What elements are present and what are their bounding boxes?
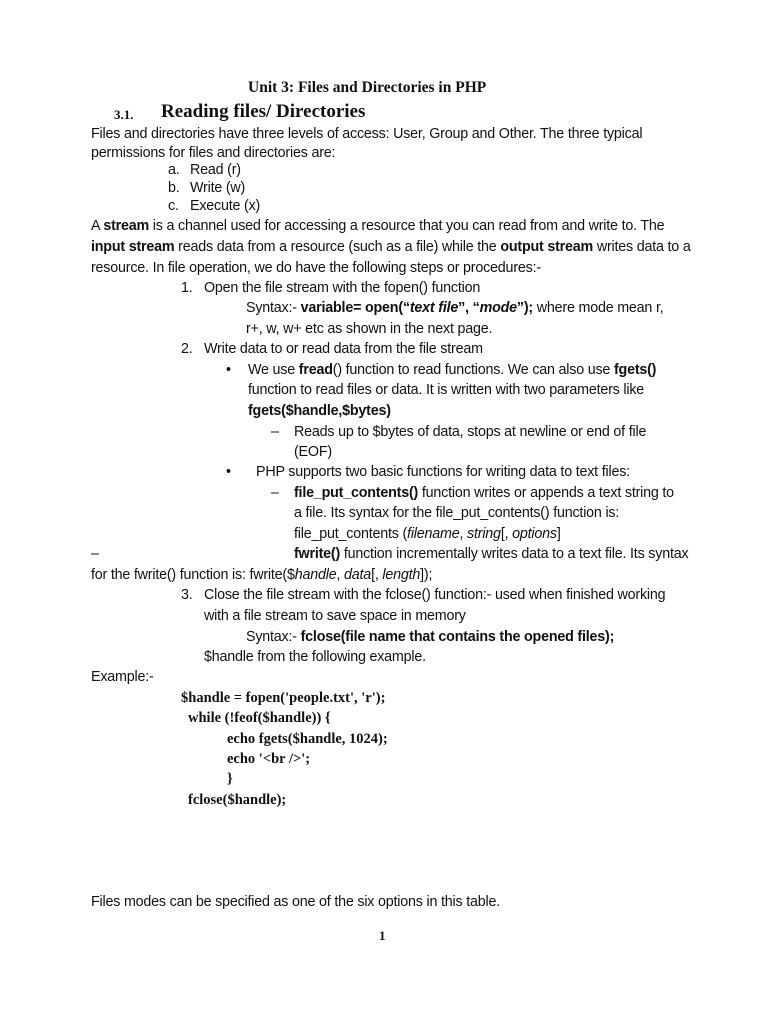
dash-reads-line-1: Reads up to $bytes of data, stops at newline or end of file: [294, 424, 647, 440]
permission-item: Read (r): [190, 162, 241, 178]
code-line: }: [227, 771, 233, 787]
dash-file-put-contents-line-1: file_put_contents() function writes or appends a text string to: [294, 485, 674, 501]
permission-item: Execute (x): [190, 198, 261, 214]
code-line: echo fgets($handle, 1024);: [227, 731, 388, 747]
dash-glyph: –: [91, 546, 99, 562]
bullet-write-functions: PHP supports two basic functions for writing data to text files:: [256, 464, 630, 480]
page-title: Unit 3: Files and Directories in PHP: [248, 79, 487, 96]
intro-line-1: Files and directories have three levels of access: User, Group and Other. The three typical: [91, 126, 643, 142]
page-number: 1: [379, 928, 386, 943]
step-3-line-2: with a file stream to save space in memory: [204, 608, 466, 624]
permission-marker: b.: [168, 180, 180, 196]
bullet-fread-line-1: We use fread() function to read functions. We can also use fgets(): [248, 362, 657, 378]
section-number: 3.1.: [114, 107, 134, 122]
bullet-glyph: •: [226, 464, 231, 480]
bullet-fread-line-3: fgets($handle,$bytes): [248, 403, 391, 419]
step-1-syntax: Syntax:- variable= open(“text file”, “mode”); where mode mean r,: [246, 300, 664, 316]
permission-marker: a.: [168, 162, 180, 178]
step-marker: 1.: [181, 280, 193, 296]
dash-fwrite-line-1: fwrite() function incrementally writes data to a text file. Its syntax: [294, 546, 689, 562]
intro-line-2: permissions for files and directories are:: [91, 145, 336, 161]
dash-file-put-contents-line-3: file_put_contents (filename, string[, options]: [294, 526, 561, 542]
step-marker: 2.: [181, 341, 193, 357]
example-label: Example:-: [91, 669, 154, 685]
step-2-text: Write data to or read data from the file stream: [204, 341, 483, 357]
code-line: fclose($handle);: [188, 792, 287, 808]
permission-item: Write (w): [190, 180, 246, 196]
dash-reads-line-2: (EOF): [294, 444, 332, 460]
dash-fwrite-line-2: for the fwrite() function is: fwrite($handle, data[, length]);: [91, 567, 433, 583]
table-intro-text: Files modes can be specified as one of the six options in this table.: [91, 894, 500, 910]
code-line: echo '<br />';: [227, 751, 311, 767]
step-3-line-1: Close the file stream with the fclose() function:- used when finished working: [204, 587, 666, 603]
step-3-line-4: $handle from the following example.: [204, 649, 426, 665]
code-line: $handle = fopen('people.txt', 'r');: [181, 690, 386, 706]
dash-glyph: –: [271, 424, 279, 440]
section-heading: Reading files/ Directories: [161, 101, 366, 122]
dash-glyph: –: [271, 485, 279, 501]
stream-paragraph-line-1: A stream is a channel used for accessing a resource that you can read from and write to. The: [91, 218, 665, 234]
stream-paragraph-line-2: input stream reads data from a resource (such as a file) while the output stream writes data to a: [91, 239, 691, 255]
dash-file-put-contents-line-2: a file. Its syntax for the file_put_contents() function is:: [294, 505, 620, 521]
step-1-text: Open the file stream with the fopen() function: [204, 280, 481, 296]
permission-marker: c.: [168, 198, 179, 214]
bullet-glyph: •: [226, 362, 231, 378]
step-1-syntax-line-2: r+, w, w+ etc as shown in the next page.: [246, 321, 493, 337]
stream-paragraph-line-3: resource. In file operation, we do have the following steps or procedures:-: [91, 260, 541, 276]
step-3-syntax: Syntax:- fclose(file name that contains the opened files);: [246, 629, 615, 645]
code-line: while (!feof($handle)) {: [188, 710, 331, 726]
step-marker: 3.: [181, 587, 193, 603]
bullet-fread-line-2: function to read files or data. It is written with two parameters like: [248, 382, 645, 398]
